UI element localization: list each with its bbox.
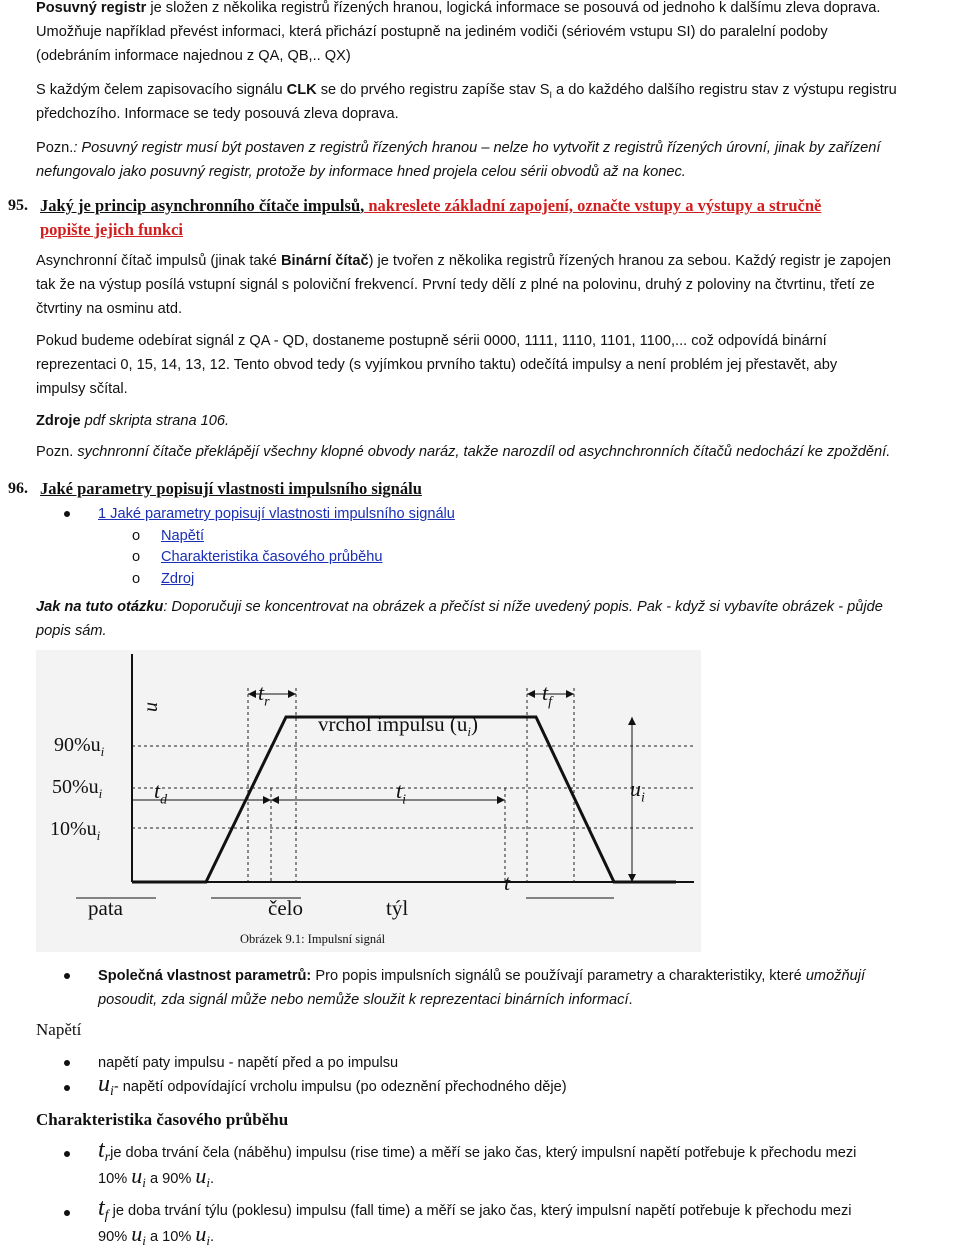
pata-label: pata <box>88 896 123 920</box>
text-span: a 90% <box>145 1171 196 1187</box>
text-span: se do prvého registru zapíše stav S <box>316 82 550 98</box>
symbol-sub: i <box>142 1232 146 1248</box>
text-line: předchozího. Informace se tedy posouvá zleva doprava. <box>36 106 399 122</box>
toc-link-napeti[interactable] <box>161 526 204 546</box>
label-sub: f <box>548 694 553 710</box>
arrow-head <box>271 796 279 804</box>
question-number: 95. <box>8 197 28 214</box>
text-span: umožňují <box>805 968 866 984</box>
ui-symbol-icon: u <box>98 1071 110 1097</box>
label-text: t <box>542 680 549 705</box>
symbol-sub: i <box>142 1174 146 1190</box>
ui-symbol-icon: u <box>131 1163 143 1188</box>
bullet-icon <box>64 973 70 979</box>
label-90 <box>54 734 104 760</box>
note-label: Pozn. <box>36 444 74 460</box>
text-line <box>98 1137 857 1168</box>
tf-label <box>542 680 552 710</box>
text-span: : Doporučuji se koncentrovat na obrázek a přečíst si níže uvedený popis. Pak - když si vybavíte obrázek - půjde <box>163 599 883 615</box>
symbol-sub: i <box>110 1083 114 1099</box>
label-sub: i <box>467 724 471 740</box>
tf-symbol-icon: t <box>98 1195 105 1221</box>
text-span: Pro popis impulsních signálů se používají parametry a charakteristiky, které <box>311 968 806 984</box>
symbol-sub: i <box>206 1232 211 1248</box>
toc-link-zdroj[interactable] <box>161 569 194 589</box>
figure-caption: Obrázek 9.1: Impulsní signál <box>240 932 386 946</box>
text-span: je doba trvání týlu (poklesu) impulsu (fall time) a měří se jako čas, který impulsní napětí potřebuje k přechodu mezi <box>108 1203 852 1219</box>
title-part: Jaký je princip asynchronního čítače impulsů <box>40 196 361 215</box>
text-span: . <box>628 992 633 1008</box>
text-line <box>98 1163 215 1193</box>
ti-label <box>396 778 406 808</box>
text-span: : Posuvný registr musí být postaven z registrů řízených hranou – nelze ho vytvořit z registrů řízených úrovní, jinak by zařízení <box>73 140 881 156</box>
text-span: 10% <box>98 1171 132 1187</box>
label-text: t <box>396 778 403 803</box>
label-text: ) <box>470 712 478 736</box>
question-number: 96. <box>8 480 28 497</box>
label-sub: i <box>100 744 105 759</box>
text-line <box>98 1221 215 1251</box>
label-text: t <box>258 680 265 705</box>
ui-symbol-icon: u <box>131 1221 143 1246</box>
text-span: - napětí odpovídající vrcholu impulsu (po odeznění přechodného děje) <box>113 1079 567 1095</box>
text-line: čtvrtiny na osminu atd. <box>36 301 183 317</box>
text-line <box>98 1071 567 1102</box>
ui-label <box>630 776 645 806</box>
symbol-sub: i <box>206 1174 211 1190</box>
text-line: nefungovalo jako posuvný registr, protože by informace hned projela celou sérii obvodů až na konec. <box>36 164 686 180</box>
ui-symbol-icon: u <box>195 1221 207 1246</box>
link-text[interactable]: Napětí <box>161 528 204 544</box>
text-span: je doba trvání čela (náběhu) impulsu (rise time) a měří se jako čas, který impulsní napětí potřebuje k přechodu mezi <box>110 1145 857 1161</box>
impulse-figure <box>36 650 701 952</box>
arrow-head <box>288 690 296 698</box>
text-span: ) je tvořen z několika registrů řízených hranou za sebou. Každý registr je zapojen <box>368 253 891 269</box>
t-label: t <box>504 870 511 895</box>
bullet-icon <box>64 1060 70 1066</box>
text-span: Asynchronní čítač impulsů (jinak také <box>36 253 281 269</box>
common-label: Společná vlastnost parametrů: <box>98 968 312 984</box>
title-part-red: nakreslete základní zapojení, označte vstupy a výstupy a stručně <box>364 196 822 215</box>
text-line <box>98 990 633 1010</box>
link-text[interactable]: Zdroj <box>161 571 195 587</box>
text-line <box>36 442 890 462</box>
top-label <box>318 712 478 740</box>
circle-bullet-icon: o <box>132 549 141 565</box>
text-span: pdf skripta strana 106. <box>80 413 230 429</box>
text-line <box>36 138 880 158</box>
text-line: napětí paty impulsu - napětí před a po impulsu <box>98 1055 399 1071</box>
label-text: u <box>630 776 641 801</box>
howto-label: Jak na tuto otázku <box>36 599 164 615</box>
term-binary-counter: Binární čítač <box>280 253 369 269</box>
ui-symbol-icon: u <box>195 1163 207 1188</box>
label-text: vrchol impulsu (u <box>318 712 468 736</box>
text-line: Umožňuje například převést informaci, která přichází postupně na jediném vodiči (sériovém vstupu SI) do paralelní podoby <box>36 24 828 40</box>
text-span: posoudit, zda signál může nebo nemůže sloužit k reprezentaci binárních informací <box>98 992 629 1008</box>
label-text: 90%u <box>54 734 101 756</box>
label-sub: r <box>264 694 270 710</box>
tr-symbol-icon: t <box>98 1137 105 1163</box>
title-part: , <box>360 196 365 215</box>
subscript: I <box>549 89 552 100</box>
tr-label <box>258 680 270 710</box>
text-line <box>36 251 891 271</box>
text-line: Pokud budeme odebírat signál z QA - QD, dostaneme postupně sérii 0000, 1111, 1110, 1101, 1100,... což odpovídá binární <box>36 333 827 349</box>
label-text: 10%u <box>50 818 97 840</box>
question-title: Jaké parametry popisují vlastnosti impulsního signálu <box>40 479 422 498</box>
text-span: sychnronní čítače překlápějí všechny klopné obvody naráz, takže narozdíl od asychnchronních čítačů nedochází ke zpoždění. <box>73 444 891 460</box>
circle-bullet-icon: o <box>132 528 141 544</box>
note-label: Pozn. <box>36 140 74 156</box>
text-line: impulsy sčítal. <box>36 381 128 397</box>
text-line <box>36 597 883 617</box>
text-line: popis sám. <box>36 623 107 639</box>
text-span: . <box>210 1171 215 1187</box>
text-line <box>36 0 880 18</box>
toc-link-main[interactable] <box>98 504 455 524</box>
arrow-head <box>527 690 535 698</box>
tyl-label: týl <box>386 896 409 920</box>
y-axis-label: u <box>140 702 162 712</box>
text-line <box>36 411 229 431</box>
question-title <box>40 196 821 216</box>
label-text: 50%u <box>52 776 99 798</box>
link-text[interactable]: Charakteristika časového průběhu <box>161 549 383 565</box>
symbol-sub: f <box>104 1207 109 1223</box>
text-span: S každým čelem zapisovacího signálu <box>36 82 287 98</box>
symbol-sub: r <box>104 1149 111 1165</box>
label-10 <box>50 818 100 844</box>
text-line: reprezentaci 0, 15, 14, 13, 12. Tento obvod tedy (s vyjímkou prvního taktu) odečítá impulsy a není problém jej přestavět, aby <box>36 357 838 373</box>
circle-bullet-icon: o <box>132 571 141 587</box>
sources-label: Zdroje <box>36 413 81 429</box>
text-span: a 10% <box>145 1229 196 1245</box>
impulse-diagram <box>36 650 701 952</box>
label-sub: i <box>96 828 101 843</box>
term-shift-register: Posuvný registr <box>36 0 147 16</box>
label-text: t <box>154 778 161 803</box>
td-label <box>154 778 167 808</box>
text-line <box>98 966 865 986</box>
section-heading-napeti: Napětí <box>36 1020 82 1039</box>
text-line <box>98 1195 852 1226</box>
text-span: a do každého dalšího registru stav z výstupu registru <box>551 82 897 98</box>
label-sub: d <box>160 792 168 808</box>
question-title-line2: popište jejich funkci <box>40 220 184 239</box>
bullet-icon <box>64 511 70 517</box>
arrow-head <box>628 717 636 725</box>
text-line: tak že na výstup posílá vstupní signál s poloviční frekvencí. První tedy dělí z plné na polovinu, druhý z poloviny na čtvrtinu, třetí ze <box>36 277 875 293</box>
link-text[interactable]: 1 Jaké parametry popisují vlastnosti impulsního signálu <box>98 506 455 522</box>
text-line: (odebráním informace najednou z QA, QB,.. QX) <box>36 48 351 64</box>
bullet-icon <box>64 1085 70 1091</box>
term-clk: CLK <box>286 82 317 98</box>
label-50 <box>52 776 102 802</box>
label-sub: i <box>402 792 407 808</box>
text-line <box>36 80 897 105</box>
arrow-head <box>566 690 574 698</box>
label-sub: i <box>641 790 645 806</box>
bullet-icon <box>64 1210 70 1216</box>
text-span: je složen z několika registrů řízených hranou, logická informace se posouvá od jednoho k dalšímu zleva doprava. <box>146 0 881 16</box>
section-heading-charakteristika: Charakteristika časového průběhu <box>36 1110 289 1129</box>
celo-label: čelo <box>268 896 303 920</box>
text-span: 90% <box>98 1229 132 1245</box>
label-sub: i <box>98 786 103 801</box>
bullet-icon <box>64 1151 70 1157</box>
toc-link-charakteristika[interactable] <box>161 547 382 567</box>
arrow-head <box>497 796 505 804</box>
arrow-head <box>248 690 256 698</box>
arrow-head <box>263 796 271 804</box>
text-span: . <box>210 1229 215 1245</box>
